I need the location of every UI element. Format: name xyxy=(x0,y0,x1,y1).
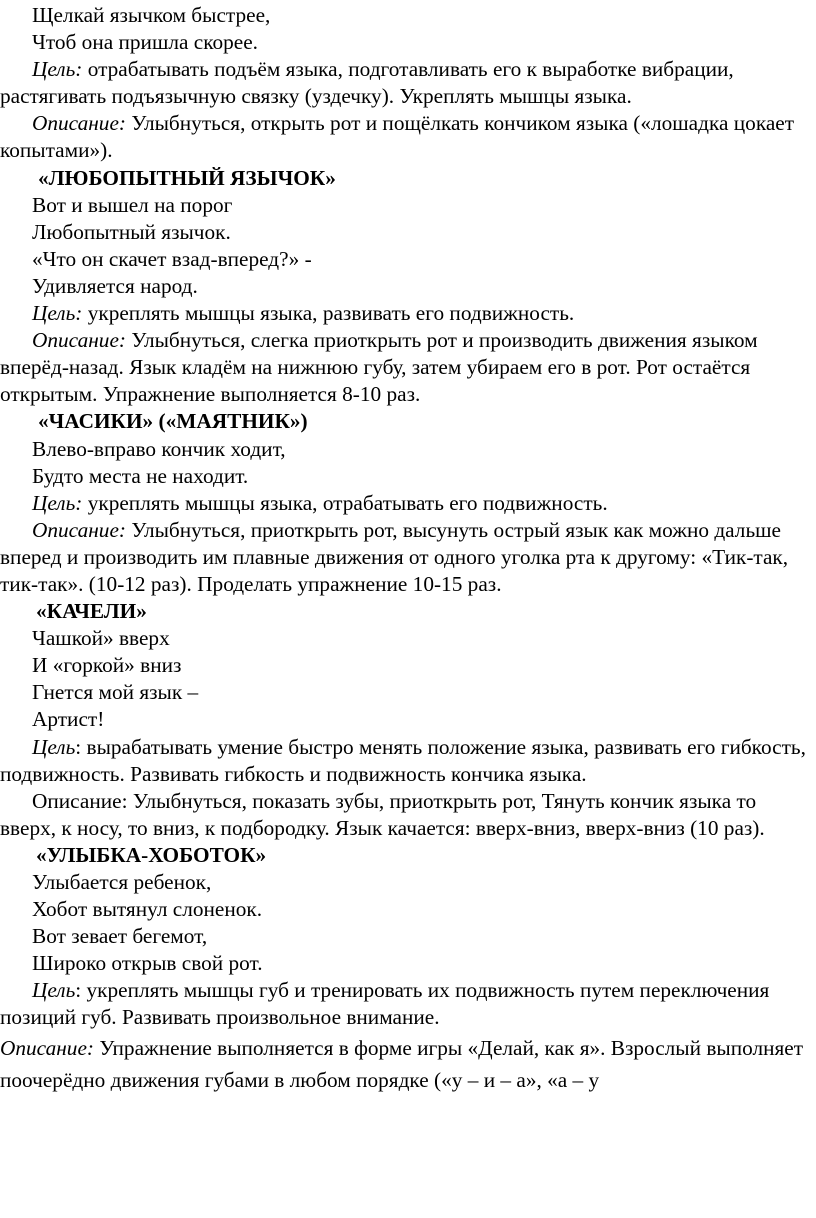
description-paragraph xyxy=(0,517,816,598)
goal-label: Цель: xyxy=(32,490,83,515)
verse-line: Артист! xyxy=(32,707,105,732)
verse-line: Улыбается ребенок, xyxy=(32,870,212,894)
exercise-title-swing: «КАЧЕЛИ» xyxy=(36,599,147,624)
description-label: Описание: xyxy=(32,111,126,136)
exercise-title-clock: «ЧАСИКИ» («МАЯТНИК») xyxy=(38,409,308,434)
goal-paragraph xyxy=(0,300,816,327)
description-label: Описание: xyxy=(0,1035,94,1060)
verse-line: Вот и вышел на порог xyxy=(32,192,233,217)
goal-label: Цель: xyxy=(32,301,83,326)
goal-label: Цель xyxy=(32,978,76,1003)
verse-line: И «горкой» вниз xyxy=(32,653,182,678)
description-text: Улыбнуться, слегка приоткрыть рот и производить движения языком вперёд-назад. Язык кладём на нижнюю губу, затем убираем его в рот. Рот остаётся открытым. Упражнение выполняется 8-10 раз. xyxy=(0,328,758,407)
verse-line: «Что он скачет взад-вперед?» - xyxy=(32,246,312,271)
goal-label: Цель xyxy=(32,734,76,759)
description-label: Описание: xyxy=(32,328,126,353)
goal-text: : укреплять мышцы губ и тренировать их подвижность путем переключения позиций губ. Развивать произвольное внимание. xyxy=(0,978,770,1030)
verse-line: Чашкой» вверх xyxy=(32,626,170,651)
verse-line: Чтоб она пришла скорее. xyxy=(32,30,258,55)
exercise-title-smile-proboscis: «УЛЫБКА-ХОБОТОК» xyxy=(36,842,267,867)
description-paragraph xyxy=(0,110,816,164)
description-paragraph: Описание: Улыбнуться, показать зубы, приоткрыть рот, Тянуть кончик языка то вверх, к носу, то вниз, к подбородку. Язык качается: вверх-вниз, вверх-вниз (10 раз). xyxy=(0,788,765,840)
verse-line: Любопытный язычок. xyxy=(32,219,231,244)
verse-line: Удивляется народ. xyxy=(32,273,198,298)
goal-paragraph xyxy=(0,490,816,517)
goal-text: отрабатывать подъём языка, подготавливать его к выработке вибрации, растягивать подъязычную связку (уздечку). Укреплять мышцы языка. xyxy=(0,57,734,109)
description-text: Улыбнуться, приоткрыть рот, высунуть острый язык как можно дальше вперед и производить им плавные движения от одного уголка рта к другому: «Тик-так, тик-так». (10-12 раз). Проделать упражнение 10-15 раз. xyxy=(0,517,789,596)
goal-paragraph xyxy=(0,977,816,1031)
verse-line: Вот зевает бегемот, xyxy=(32,924,208,949)
goal-text: укреплять мышцы языка, развивать его подвижность. xyxy=(82,301,575,326)
goal-paragraph xyxy=(0,56,816,110)
verse-line: Будто места не находит. xyxy=(32,463,249,488)
goal-label: Цель: xyxy=(32,57,83,82)
goal-text: укреплять мышцы языка, отрабатывать его подвижность. xyxy=(82,490,608,515)
verse-line: Широко открыв свой рот. xyxy=(32,951,263,976)
verse-line: Щелкай язычком быстрее, xyxy=(32,3,271,27)
goal-text: : вырабатывать умение быстро менять положение языка, развивать его гибкость, подвижность. Развивать гибкость и подвижность кончика языка. xyxy=(0,734,806,786)
description-text: Упражнение выполняется в форме игры «Делай, как я». Взрослый выполняет поочерёдно движения губами в любом порядке («у – и – а», «а – у xyxy=(0,1035,804,1092)
description-paragraph xyxy=(0,1032,816,1096)
exercise-title-curious-tongue: «ЛЮБОПЫТНЫЙ ЯЗЫЧОК» xyxy=(38,165,336,190)
description-label: Описание: xyxy=(32,517,126,542)
verse-line: Влево-вправо кончик ходит, xyxy=(32,436,286,461)
verse-line: Гнется мой язык – xyxy=(32,680,199,705)
goal-paragraph xyxy=(0,734,816,788)
verse-line: Хобот вытянул слоненок. xyxy=(32,897,263,922)
description-text: Улыбнуться, открыть рот и пощёлкать кончиком языка («лошадка цокает копытами»). xyxy=(0,111,795,163)
description-paragraph xyxy=(0,327,816,408)
